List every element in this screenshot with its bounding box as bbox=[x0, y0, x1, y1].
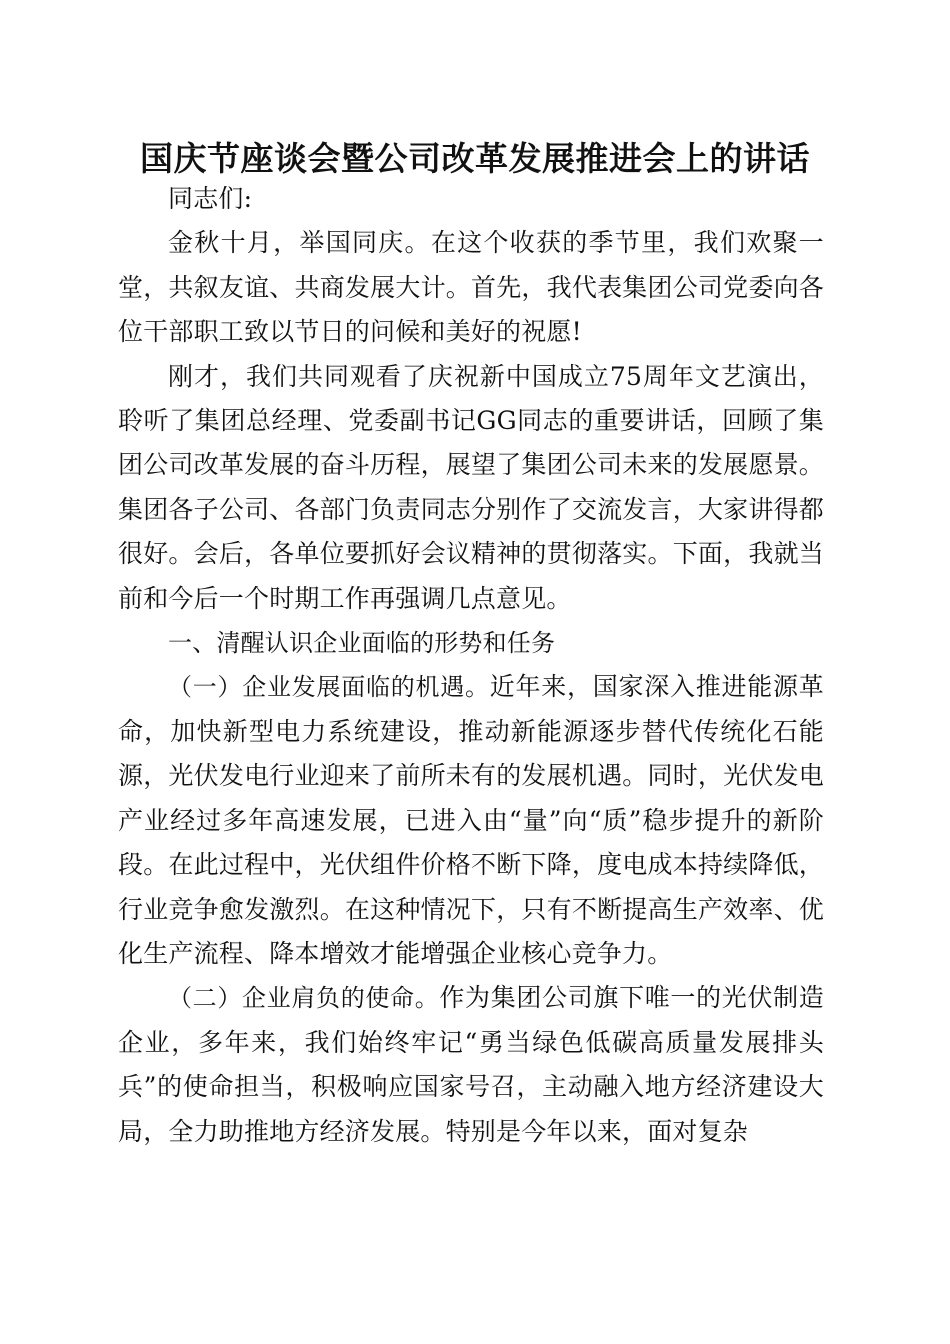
subsection-lead: （二）企业肩负的使命。 bbox=[168, 984, 440, 1013]
subsection-mission bbox=[118, 976, 824, 1154]
document-body bbox=[118, 177, 824, 1154]
subsection-lead: （一）企业发展面临的机遇。 bbox=[168, 673, 490, 702]
paragraph-intro: 金秋十月，举国同庆。在这个收获的季节里，我们欢聚一堂，共叙友谊、共商发展大计。首先，我代表集团公司党委向各位干部职工致以节日的问候和美好的祝愿! bbox=[118, 228, 824, 347]
salutation: 同志们: bbox=[168, 184, 253, 213]
subsection-text: 作为集团公司旗下唯一的光伏制造企业，多年来，我们始终牢记“勇当绿色低碳高质量发展排头兵”的使命担当，积极响应国家号召，主动融入地方经济建设大局，全力助推地方经济发展。特别是今年以来，面对复杂 bbox=[118, 983, 824, 1146]
paragraph-review: 刚才，我们共同观看了庆祝新中国成立75周年文艺演出，聆听了集团总经理、党委副书记GG同志的重要讲话，回顾了集团公司改革发展的奋斗历程，展望了集团公司未来的发展愿景。集团各子公司、各部门负责同志分别作了交流发言，大家讲得都很好。会后，各单位要抓好会议精神的贯彻落实。下面，我就当前和今后一个时期工作再强调几点意见。 bbox=[118, 361, 824, 613]
section-heading: 一、清醒认识企业面临的形势和任务 bbox=[168, 629, 556, 658]
subsection-opportunities bbox=[118, 665, 824, 976]
subsection-text: 近年来，国家深入推进能源革命，加快新型电力系统建设，推动新能源逐步替代传统化石能源，光伏发电行业迎来了前所未有的发展机遇。同时，光伏发电产业经过多年高速发展，已进入由“量”向“质”稳步提升的新阶段。在此过程中，光伏组件价格不断下降，度电成本持续降低，行业竞争愈发激烈。在这种情况下，只有不断提高生产效率、优化生产流程、降本增效才能增强企业核心竞争力。 bbox=[118, 672, 824, 968]
document-title: 国庆节座谈会暨公司改革发展推进会上的讲话 bbox=[140, 139, 810, 178]
